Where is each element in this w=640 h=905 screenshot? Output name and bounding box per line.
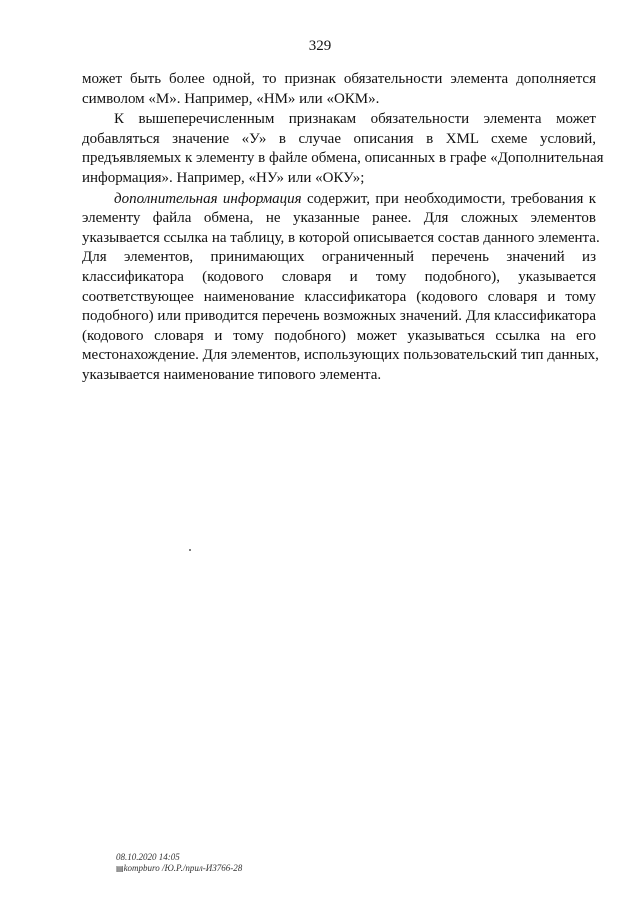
text-line: указывается наименование типового элемента. [82,366,382,383]
footer-path: kompburo /Ю.Р./прил-ИЗ766-28 [123,863,243,873]
paragraph-2 [82,110,604,188]
text-line: символом «М». Например, «НМ» или «ОКМ». [82,90,380,107]
text-line: добавляться значение «У» в случае описания в XML схеме условий, [82,130,596,147]
footer-timestamp: 08.10.2020 14:05 [116,852,180,862]
text-line: местонахождение. Для элементов, использующих пользовательский тип данных, [82,347,599,364]
text-line: (кодового словаря и тому подобного) может указываться ссылка на его [82,327,596,344]
paragraph-3 [82,190,600,386]
stray-mark [189,549,191,551]
text-line: информация». Например, «НУ» или «ОКУ»; [82,169,365,186]
page-number: 329 [308,38,332,54]
text-line: элементу файла обмена, не указанные ранее. Для сложных элементов [82,210,596,227]
text-line: Для элементов, принимающих ограниченный перечень значений из [82,249,596,266]
text-line: может быть более одной, то признак обязательности элемента дополняется [82,71,596,87]
text-line: соответствующее наименование классификатора (кодового словаря и тому [82,288,596,305]
text-line: предъявляемых к элементу в файле обмена, описанных в графе «Дополнительная [82,150,604,167]
footer-stamp [116,852,242,874]
text-line [82,190,596,210]
document-icon: ▤ [116,864,124,873]
text-line: классификатора (кодового словаря и тому подобного), указывается [82,268,596,285]
text-fragment: содержит, при необходимости, требования к [301,190,596,207]
term-italic: дополнительная информация [114,190,302,207]
footer-path-line [116,863,242,874]
text-line: указывается ссылка на таблицу, в которой описывается состав данного элемента. [82,229,600,246]
page-body [82,70,604,386]
paragraph-1 [82,70,596,109]
text-line: подобного) или приводится перечень возможных значений. Для классификатора [82,308,596,325]
text-line: К вышеперечисленным признакам обязательности элемента может [114,111,596,128]
